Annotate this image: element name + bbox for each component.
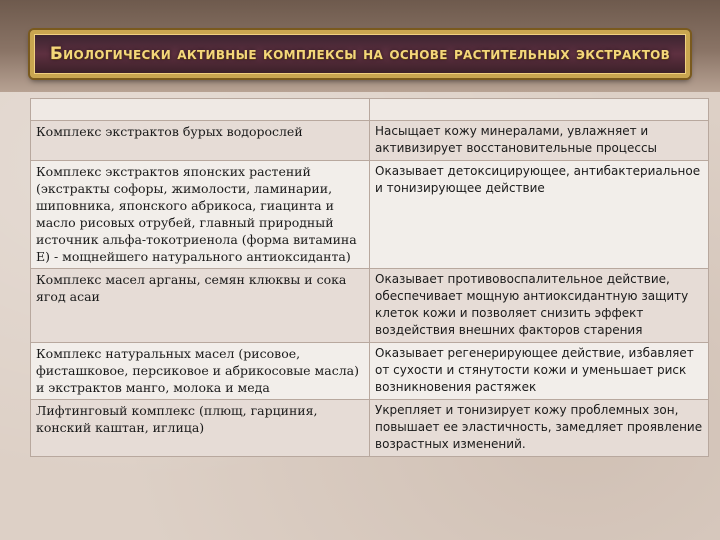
- title-banner: [30, 30, 690, 78]
- table-row: [31, 269, 709, 343]
- complex-cell: Комплекс масел арганы, семян клюквы и сока ягод асаи: [31, 269, 370, 343]
- effect-cell: Оказывает регенерирующее действие, избавляет от сухости и стянутости кожи и уменьшает риск возникновения растяжек: [370, 343, 709, 400]
- complex-cell: Лифтинговый комплекс (плющ, гарциния, конский каштан, иглица): [31, 400, 370, 457]
- effect-cell: Укрепляет и тонизирует кожу проблемных зон, повышает ее эластичность, замедляет проявление возрастных изменений.: [370, 400, 709, 457]
- complex-cell: Комплекс экстрактов японских растений (экстракты софоры, жимолости, ламинарии, шиповника, японского абрикоса, гиацинта и масло рисовых отрубей, главный природный источник альфа-токотриенола (форма витамина Е) - мощнейшего натурального антиоксиданта): [31, 161, 370, 269]
- table-row: [31, 121, 709, 161]
- complexes-table: [30, 98, 709, 457]
- slide-title: Биологически активные комплексы на основе растительных экстрактов: [49, 44, 671, 64]
- table-header-row: [31, 99, 709, 121]
- table-row: [31, 161, 709, 269]
- table-header-cell: [370, 99, 709, 121]
- table-header-cell: [31, 99, 370, 121]
- effect-cell: Насыщает кожу минералами, увлажняет и активизирует восстановительные процессы: [370, 121, 709, 161]
- effect-cell: Оказывает противовоспалительное действие, обеспечивает мощную антиоксидантную защиту клеток кожи и позволяет снизить эффект воздействия внешних факторов старения: [370, 269, 709, 343]
- table-row: [31, 400, 709, 457]
- table-container: [30, 98, 703, 457]
- table-row: [31, 343, 709, 400]
- complex-cell: Комплекс натуральных масел (рисовое, фисташковое, персиковое и абрикосовые масла) и экстрактов манго, молока и меда: [31, 343, 370, 400]
- complex-cell: Комплекс экстрактов бурых водорослей: [31, 121, 370, 161]
- effect-cell: Оказывает детоксицирующее, антибактериальное и тонизирующее действие: [370, 161, 709, 269]
